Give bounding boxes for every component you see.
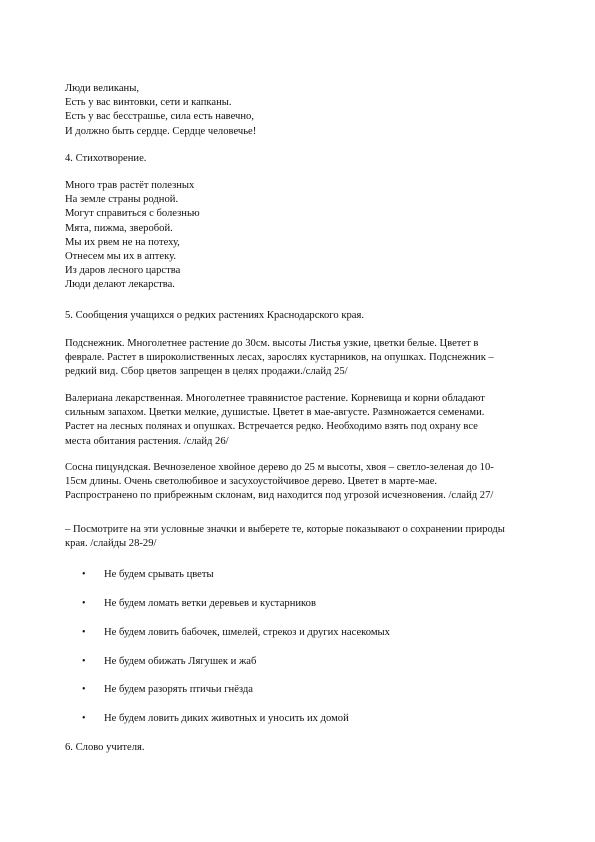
paragraph-line: места обитания растения. /слайд 26/ <box>65 435 229 447</box>
poem-line: И должно быть сердце. Сердце человечье! <box>65 125 257 137</box>
paragraph-line: Валериана лекарственная. Многолетнее травянистое растение. Корневища и корни обладают <box>65 393 485 404</box>
poem-line: Люди делают лекарства. <box>65 279 175 291</box>
list-item: • Не будем ловить бабочек, шмелей, стрекоз и других насекомых <box>104 626 390 640</box>
paragraph-line: редкий вид. Сбор цветов запрещен в целях продажи./слайд 25/ <box>65 366 348 378</box>
section-heading-5: 5. Сообщения учащихся о редких растениях Краснодарского края. <box>65 310 364 321</box>
poem-people-giants <box>65 82 565 139</box>
paragraph-line: Подснежник. Многолетнее растение до 30см. высоты Листья узкие, цветки белые. Цветет в <box>65 338 479 349</box>
poem-line: Люди великаны, <box>65 83 139 94</box>
poem-line: Мята, пижма, зверобой. <box>65 222 173 234</box>
paragraph-symbols <box>65 523 565 551</box>
list-item: • Не будем обижать Лягушек и жаб <box>104 655 256 669</box>
poem-line: Могут справиться с болезнью <box>65 208 200 220</box>
poem-line: Отнесем мы их в аптеку. <box>65 251 176 263</box>
poem-line: Из даров лесного царства <box>65 265 181 277</box>
paragraph-line: края. /слайды 28-29/ <box>65 538 157 550</box>
poem-line: Есть у вас винтовки, сети и капканы. <box>65 97 232 109</box>
section-heading-6: 6. Слово учителя. <box>65 742 145 753</box>
paragraph-line: – Посмотрите на эти условные значки и выберете те, которые показывают о сохранении природы <box>65 524 505 535</box>
list-item: • Не будем ловить диких животных и уносить их домой <box>104 712 349 726</box>
paragraph-pine <box>65 461 565 504</box>
list-item: • Не будем ломать ветки деревьев и кустарников <box>104 597 316 611</box>
poem-line: Много трав растёт полезных <box>65 180 195 191</box>
paragraph-line: Распространено по прибрежным склонам, вид находится под угрозой исчезновения. /слайд 27/ <box>65 490 494 502</box>
paragraph-line: феврале. Растет в широколиственных лесах, зарослях кустарников, на опушках. Подснежник – <box>65 352 494 364</box>
paragraph-line: 15см длины. Очень светолюбивое и засухоустойчивое дерево. Цветет в марте-мае. <box>65 476 438 488</box>
poem-line: На земле страны родной. <box>65 194 179 206</box>
paragraph-snowdrop <box>65 337 565 380</box>
poem-herbs <box>65 179 565 293</box>
section-heading-4: 4. Стихотворение. <box>65 153 147 164</box>
paragraph-line: сильным запахом. Цветки мелкие, душистые. Цветет в мае-августе. Размножается семенами. <box>65 407 485 419</box>
paragraph-line: Сосна пицундская. Вечнозеленое хвойное дерево до 25 м высоты, хвоя – светло-зеленая до 10- <box>65 462 494 473</box>
list-item: • Не будем срывать цветы <box>104 568 214 582</box>
poem-line: Мы их рвем не на потеху, <box>65 236 180 248</box>
paragraph-valerian <box>65 392 565 449</box>
paragraph-line: Растет на лесных полянах и опушках. Встречается редко. Необходимо взять под охрану все <box>65 421 478 433</box>
poem-line: Есть у вас бесстрашье, сила есть навечно, <box>65 111 254 123</box>
list-item: • Не будем разорять птичьи гнёзда <box>104 683 253 697</box>
